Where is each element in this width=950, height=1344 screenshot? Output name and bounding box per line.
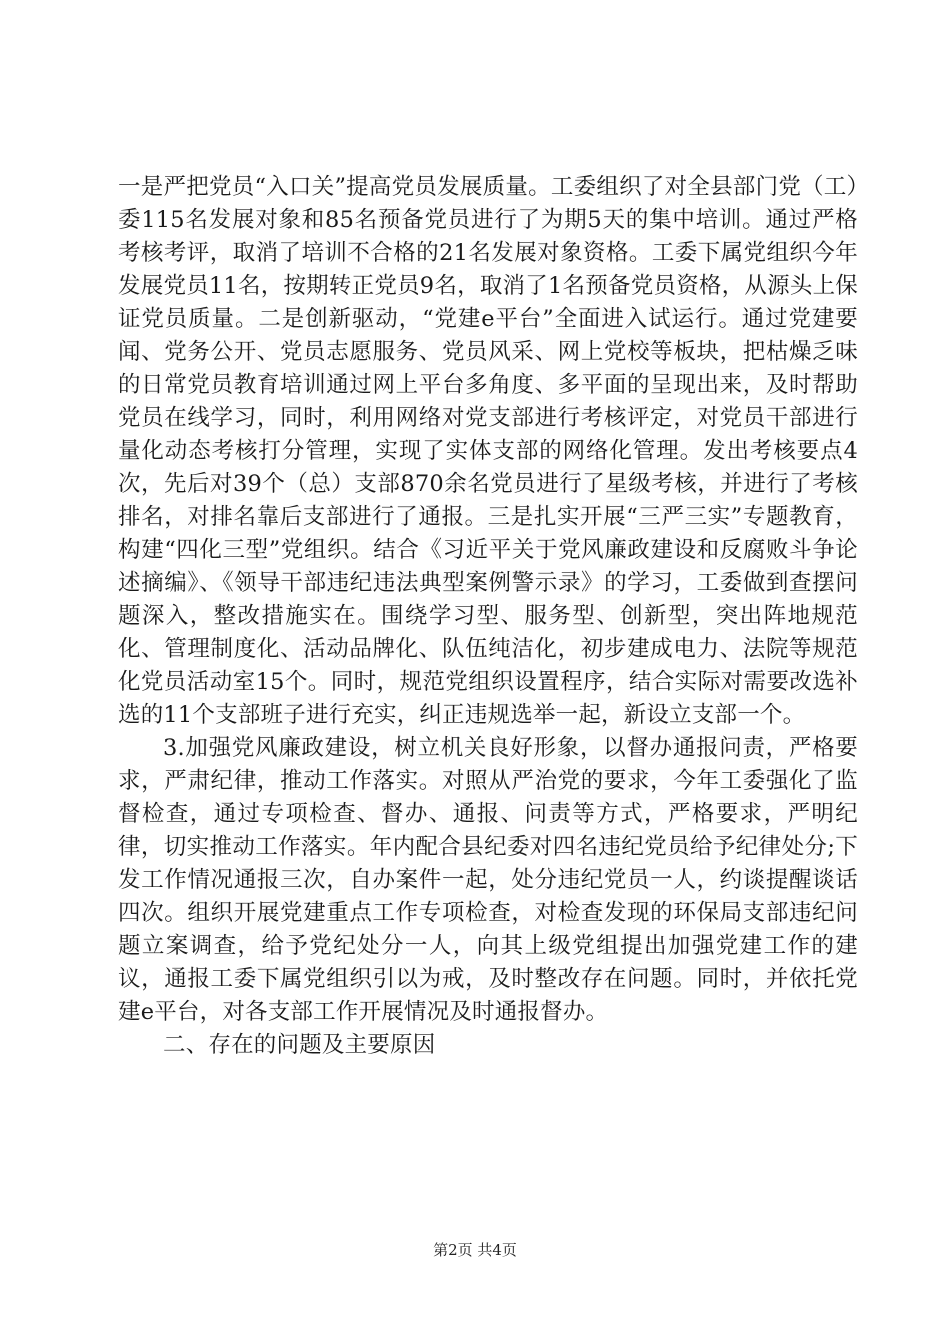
page-number-footer: 第2页 共4页 (433, 1241, 517, 1259)
section-heading-problems-and-causes: 二、存在的问题及主要原因 (163, 1032, 436, 1058)
paragraph-party-member-development: 一是严把党员“入口关”提高党员发展质量。工委组织了对全县部门党（工）委115名发展对象和85名预备党员进行了为期5天的集中培训。通过严格考核考评，取消了培训不合格的21名发展对象资格。工委下属党组织今年发展党员11名，按期转正党员9名，取消了1名预备党员资格，从源头上保证党员质量。二是创新驱动，“党建e平台”全面进入试运行。通过党建要闻、党务公开、党员志愿服务、党员风采、网上党校等板块，把枯燥乏味的日常党员教育培训通过网上平台多角度、多平面的呈现出来，及时帮助党员在线学习，同时，利用网络对党支部进行考核评定，对党员干部进行量化动态考核打分管理，实现了实体支部的网络化管理。发出考核要点4次，先后对39个（总）支部870余名党员进行了星级考核，并进行了考核排名，对排名靠后支部进行了通报。三是扎实开展“三严三实”专题教育，构建“四化三型”党组织。结合《习近平关于党风廉政建设和反腐败斗争论述摘编》、《领导干部违纪违法典型案例警示录》的学习，工委做到查摆问题深入，整改措施实在。围绕学习型、服务型、创新型，突出阵地规范化、管理制度化、活动品牌化、队伍纯洁化，初步建成电力、法院等规范化党员活动室15个。同时，规范党组织设置程序，结合实际对需要改选补选的11个支部班子进行充实，纠正违规选举一起，新设立支部一个。 (118, 174, 858, 728)
document-body (118, 171, 858, 1062)
paragraph-party-conduct-building: 3.加强党风廉政建设，树立机关良好形象，以督办通报问责，严格要求，严肃纪律，推动工作落实。对照从严治党的要求，今年工委强化了监督检查，通过专项检查、督办、通报、问责等方式，严格要求，严明纪律，切实推动工作落实。年内配合县纪委对四名违纪党员给予纪律处分;下发工作情况通报三次，自办案件一起，处分违纪党员一人，约谈提醒谈话四次。组织开展党建重点工作专项检查，对检查发现的环保局支部违纪问题立案调查，给予党纪处分一人，向其上级党组提出加强党建工作的建议，通报工委下属党组织引以为戒，及时整改存在问题。同时，并依托党建e平台，对各支部工作开展情况及时通报督办。 (118, 735, 858, 1025)
